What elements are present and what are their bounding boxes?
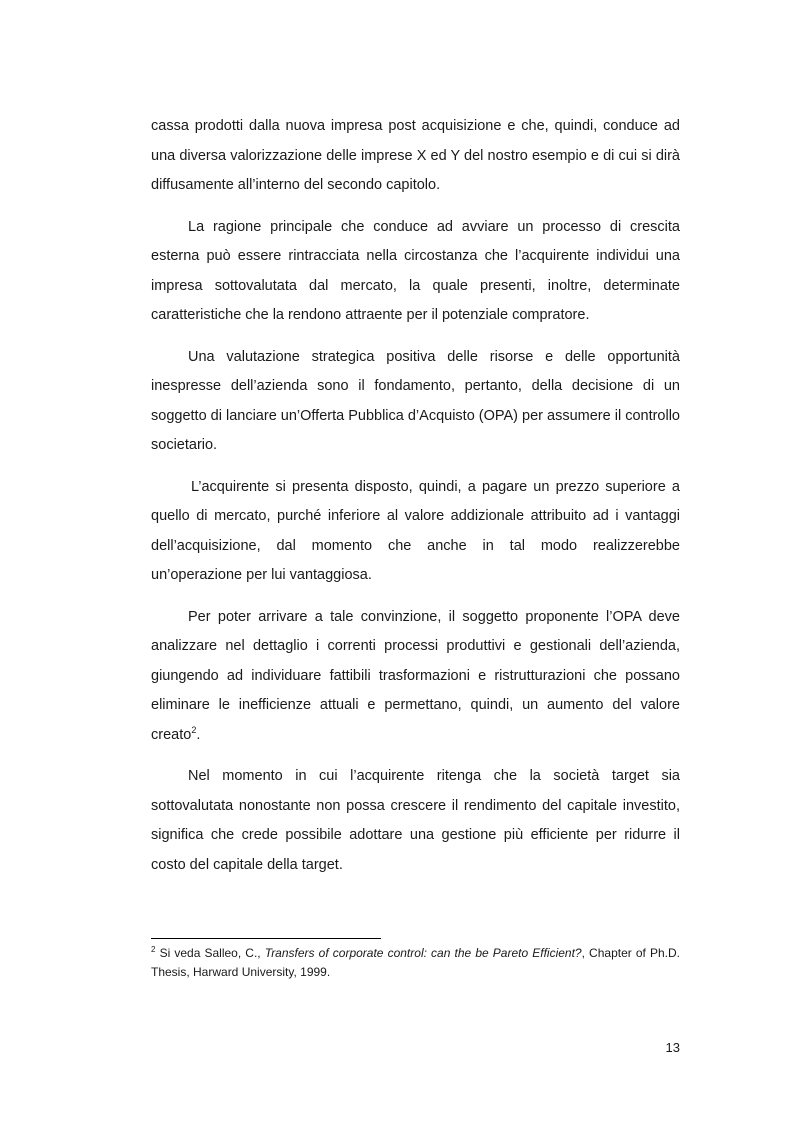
paragraph-5 [151, 603, 680, 751]
footnote-title: Transfers of corporate control: can the be Pareto Efficient? [264, 946, 582, 960]
footnote-reference[interactable]: 2 [191, 724, 197, 735]
footnote-separator [151, 938, 381, 939]
paragraph-4: L’acquirente si presenta disposto, quindi, a pagare un prezzo superiore a quello di mercato, purché inferiore al valore addizionale attribuito ad i vantaggi dell’acquisizione, dal momento che anche in tal modo realizzerebbe un’operazione per lui vantaggiosa. [151, 478, 680, 583]
paragraph-5-text: Per poter arrivare a tale convinzione, il soggetto proponente l’OPA deve analizzare nel dettaglio i correnti processi produttivi e gestionali dell’azienda, giungendo ad individuare fattibili trasformazioni e ristrutturazioni che possano eliminare le inefficienze attuali e permettano, quindi, un aumento del valore creato [151, 608, 680, 743]
footnote-number: 2 [151, 945, 156, 954]
paragraph-6: Nel momento in cui l’acquirente ritenga che la società target sia sottovalutata nonostante non possa crescere il rendimento del capitale investito, significa che crede possibile adottare una gestione più efficiente per ridurre il costo del capitale della target. [151, 768, 680, 873]
paragraph-2: La ragione principale che conduce ad avviare un processo di crescita esterna può essere rintracciata nella circostanza che l’acquirente individui una impresa sottovalutata dal mercato, la quale presenti, inoltre, determinate caratteristiche che la rendono attraente per il potenziale compratore. [151, 218, 680, 323]
footnote [151, 944, 680, 982]
paragraph-5-end: . [196, 726, 201, 743]
body-text [151, 112, 680, 892]
footnote-prefix: Si veda Salleo, C., [155, 946, 265, 960]
footnote-suffix: , Chapter of Ph.D. Thesis, Harward University, 1999. [151, 946, 680, 979]
page-number: 13 [665, 1040, 680, 1055]
paragraph-3: Una valutazione strategica positiva delle risorse e delle opportunità inespresse dell’azienda sono il fondamento, pertanto, della decisione di un soggetto di lanciare un’Offerta Pubblica d’Acquisto (OPA) per assumere il controllo societario. [151, 348, 680, 453]
paragraph-1: cassa prodotti dalla nuova impresa post acquisizione e che, quindi, conduce ad una diversa valorizzazione delle imprese X ed Y del nostro esempio e di cui si dirà diffusamente all’interno del secondo capitolo. [151, 118, 680, 193]
